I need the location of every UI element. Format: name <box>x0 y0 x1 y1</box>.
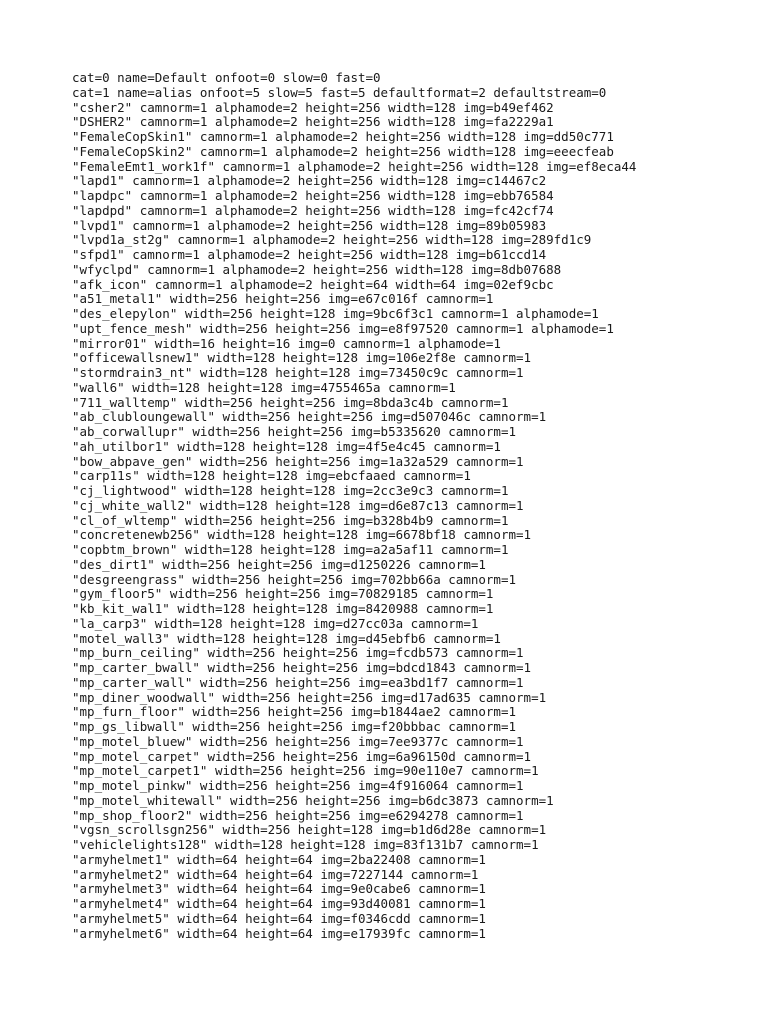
text-line: "carp11s" width=128 height=128 img=ebcfaaed camnorm=1 <box>72 468 471 484</box>
text-line: "armyhelmet2" width=64 height=64 img=7227144 camnorm=1 <box>72 866 479 882</box>
text-line: "mp_motel_whitewall" width=256 height=256 img=b6dc3873 camnorm=1 <box>72 792 554 808</box>
text-line: "mp_carter_wall" width=256 height=256 img=ea3bd1f7 camnorm=1 <box>72 674 524 690</box>
text-line: "ab_corwallupr" width=256 height=256 img=b5335620 camnorm=1 <box>72 424 517 439</box>
text-line: "armyhelmet5" width=64 height=64 img=f0346cdd camnorm=1 <box>72 910 486 926</box>
text-line: "711_walltemp" width=256 height=256 img=8bda3c4b camnorm=1 <box>72 394 509 410</box>
text-line: "lapdpc" camnorm=1 alphamode=2 height=256 width=128 img=ebb76584 <box>72 188 554 203</box>
text-line: "FemaleCopSkin2" camnorm=1 alphamode=2 height=256 width=128 img=eeecfeab <box>72 143 614 159</box>
text-line: "mp_motel_bluew" width=256 height=256 img=7ee9377c camnorm=1 <box>72 733 524 749</box>
text-line: "wall6" width=128 height=128 img=4755465a camnorm=1 <box>72 379 456 395</box>
text-line: "cl_of_wltemp" width=256 height=256 img=b328b4b9 camnorm=1 <box>72 512 509 528</box>
text-line: "a51_metal1" width=256 height=256 img=e67c016f camnorm=1 <box>72 291 494 307</box>
text-line: "motel_wall3" width=128 height=128 img=d45ebfb6 camnorm=1 <box>72 630 501 646</box>
text-line: "mp_burn_ceiling" width=256 height=256 img=fcdb573 camnorm=1 <box>72 645 524 661</box>
text-line: "mp_gs_libwall" width=256 height=256 img=f20bbbac camnorm=1 <box>72 719 517 734</box>
text-line: "lvpd1" camnorm=1 alphamode=2 height=256 width=128 img=89b05983 <box>72 217 547 233</box>
text-line: "FemaleEmt1_work1f" camnorm=1 alphamode=2 height=256 width=128 img=ef8eca44 <box>72 158 637 174</box>
text-line: "kb_kit_wal1" width=128 height=128 img=8420988 camnorm=1 <box>72 601 494 616</box>
text-line: "vehiclelights128" width=128 height=128 img=83f131b7 camnorm=1 <box>72 837 539 852</box>
text-line: "cj_lightwood" width=128 height=128 img=2cc3e9c3 camnorm=1 <box>72 483 509 498</box>
text-line: "vgsn_scrollsgn256" width=256 height=128 img=b1d6d28e camnorm=1 <box>72 822 547 838</box>
text-line: "armyhelmet4" width=64 height=64 img=93d40081 camnorm=1 <box>72 896 486 911</box>
text-line: "ab_clubloungewall" width=256 height=256 img=d507046c camnorm=1 <box>72 409 547 425</box>
text-line: "upt_fence_mesh" width=256 height=256 img=e8f97520 camnorm=1 alphamode=1 <box>72 320 614 336</box>
text-line: "copbtm_brown" width=128 height=128 img=a2a5af11 camnorm=1 <box>72 542 509 557</box>
text-line: "lapd1" camnorm=1 alphamode=2 height=256 width=128 img=c14467c2 <box>72 173 547 189</box>
text-line: "armyhelmet3" width=64 height=64 img=9e0cabe6 camnorm=1 <box>72 881 486 897</box>
text-line: "concretenewb256" width=128 height=128 img=6678bf18 camnorm=1 <box>72 527 532 543</box>
text-line: "mp_motel_carpet" width=256 height=256 img=6a96150d camnorm=1 <box>72 748 532 764</box>
text-line: cat=1 name=alias onfoot=5 slow=5 fast=5 defaultformat=2 defaultstream=0 <box>72 84 607 100</box>
text-line: "desgreengrass" width=256 height=256 img=702bb66a camnorm=1 <box>72 571 517 587</box>
text-line: "bow_abpave_gen" width=256 height=256 img=1a32a529 camnorm=1 <box>72 453 524 469</box>
text-line: "afk_icon" camnorm=1 alphamode=2 height=64 width=64 img=02ef9cbc <box>72 276 554 292</box>
text-line: "stormdrain3_nt" width=128 height=128 img=73450c9c camnorm=1 <box>72 365 524 380</box>
text-line: "FemaleCopSkin1" camnorm=1 alphamode=2 height=256 width=128 img=dd50c771 <box>72 129 614 144</box>
text-line: "des_dirt1" width=256 height=256 img=d1250226 camnorm=1 <box>72 556 486 572</box>
text-line: "armyhelmet6" width=64 height=64 img=e17939fc camnorm=1 <box>72 925 486 941</box>
text-line: "wfyclpd" camnorm=1 alphamode=2 height=256 width=128 img=8db07688 <box>72 261 562 277</box>
text-line: "armyhelmet1" width=64 height=64 img=2ba22408 camnorm=1 <box>72 851 486 867</box>
text-line: "sfpd1" camnorm=1 alphamode=2 height=256 width=128 img=b61ccd14 <box>72 247 547 262</box>
text-line: "gym_floor5" width=256 height=256 img=70829185 camnorm=1 <box>72 586 494 602</box>
text-line: "lvpd1a_st2g" camnorm=1 alphamode=2 height=256 width=128 img=289fd1c9 <box>72 232 592 248</box>
text-line: "mp_motel_carpet1" width=256 height=256 img=90e110e7 camnorm=1 <box>72 763 539 779</box>
text-line: cat=0 name=Default onfoot=0 slow=0 fast=0 <box>72 70 381 85</box>
text-line: "officewallsnew1" width=128 height=128 img=106e2f8e camnorm=1 <box>72 350 532 366</box>
text-line: "mp_furn_floor" width=256 height=256 img=b1844ae2 camnorm=1 <box>72 704 517 720</box>
text-line: "des_elepylon" width=256 height=128 img=9bc6f3c1 camnorm=1 alphamode=1 <box>72 306 599 321</box>
text-line: "csher2" camnorm=1 alphamode=2 height=256 width=128 img=b49ef462 <box>72 99 554 115</box>
document-text-body <box>72 71 762 941</box>
text-line: "mp_shop_floor2" width=256 height=256 img=e6294278 camnorm=1 <box>72 807 524 823</box>
text-line: "mirror01" width=16 height=16 img=0 camnorm=1 alphamode=1 <box>72 335 501 351</box>
text-line: "cj_white_wall2" width=128 height=128 img=d6e87c13 camnorm=1 <box>72 497 524 513</box>
text-line: "DSHER2" camnorm=1 alphamode=2 height=256 width=128 img=fa2229a1 <box>72 114 554 130</box>
text-line: "mp_diner_woodwall" width=256 height=256 img=d17ad635 camnorm=1 <box>72 689 547 705</box>
text-line: "lapdpd" camnorm=1 alphamode=2 height=256 width=128 img=fc42cf74 <box>72 202 554 218</box>
text-line: "mp_motel_pinkw" width=256 height=256 img=4f916064 camnorm=1 <box>72 778 524 793</box>
text-line: "la_carp3" width=128 height=128 img=d27cc03a camnorm=1 <box>72 615 479 631</box>
text-line: "ah_utilbor1" width=128 height=128 img=4f5e4c45 camnorm=1 <box>72 438 501 454</box>
text-line: "mp_carter_bwall" width=256 height=256 img=bdcd1843 camnorm=1 <box>72 660 532 675</box>
